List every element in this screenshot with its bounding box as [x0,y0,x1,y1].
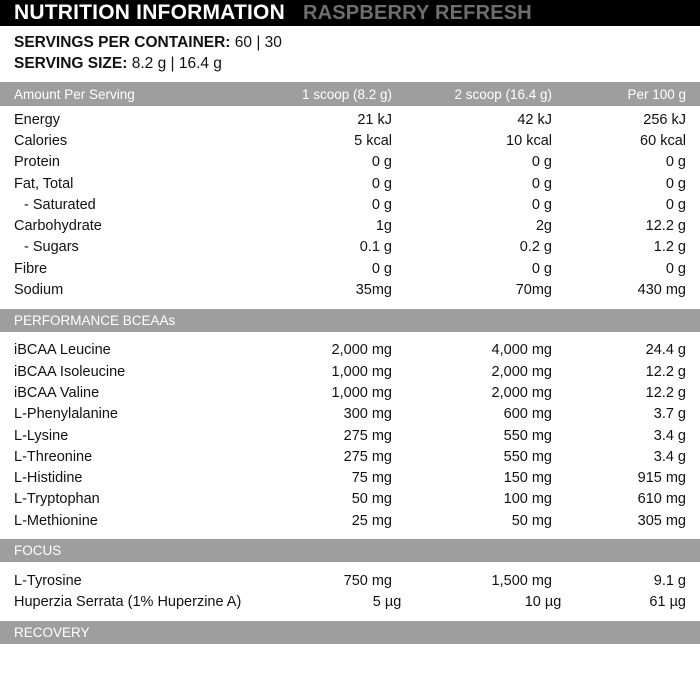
row-label: Protein [14,154,60,171]
row-value-two-scoop: 0 g [531,175,552,192]
row-value-one-scoop: 750 mg [343,572,392,589]
row-value-two-scoop: 550 mg [503,427,552,444]
row-label: Carbohydrate [14,218,102,235]
row-value-two-scoop: 4,000 mg [491,342,552,359]
table-row [0,194,700,215]
row-value-one-scoop: 275 mg [343,448,392,465]
section-header: RECOVERY [0,621,700,644]
section-header: FOCUS [0,539,700,562]
row-label: L-Tyrosine [14,572,82,589]
row-value-per-100g: 60 kcal [640,132,686,149]
row-value-two-scoop: 70mg [515,282,552,299]
row-label: Sodium [14,282,64,299]
row-value-two-scoop: 550 mg [503,448,552,465]
section-spacer [0,301,700,309]
row-value-one-scoop: 5 µg [372,594,402,611]
row-value-per-100g: 3.7 g [653,406,686,423]
section-spacer [0,562,700,570]
row-value-per-100g: 915 mg [637,470,686,487]
serving-size-line [14,53,686,74]
table-row [0,467,700,488]
row-value-per-100g: 12.2 g [645,218,686,235]
table-row [0,570,700,591]
row-value-one-scoop: 0.1 g [359,239,392,256]
row-value-two-scoop: 600 mg [503,406,552,423]
row-value-one-scoop: 50 mg [351,491,392,508]
table-row [0,592,700,613]
row-label: L-Histidine [14,470,83,487]
row-value-one-scoop: 35mg [355,282,392,299]
row-value-per-100g: 1.2 g [653,239,686,256]
row-value-two-scoop: 100 mg [503,491,552,508]
table-row [0,340,700,361]
table-row [0,109,700,130]
servings-per-container-line [14,32,686,53]
row-value-per-100g: 0 g [665,175,686,192]
table-row [0,510,700,531]
row-value-one-scoop: 300 mg [343,406,392,423]
row-value-two-scoop: 50 mg [511,512,552,529]
table-row [0,446,700,467]
row-value-per-100g: 610 mg [637,491,686,508]
table-row [0,130,700,151]
row-value-one-scoop: 2,000 mg [331,342,392,359]
row-value-per-100g: 0 g [665,154,686,171]
servings-block [0,26,700,78]
supplement-sections [0,301,700,644]
table-row [0,279,700,300]
row-value-two-scoop: 10 µg [524,594,562,611]
nutrition-rows [0,106,700,301]
row-value-one-scoop: 25 mg [351,512,392,529]
row-label: L-Threonine [14,448,93,465]
column-header-amount-per-serving: Amount Per Serving [14,86,135,102]
row-value-one-scoop: 1,000 mg [331,384,392,401]
row-label: L-Phenylalanine [14,406,118,423]
row-label: iBCAA Valine [14,384,100,401]
table-row [0,258,700,279]
row-value-two-scoop: 42 kJ [517,111,552,128]
row-label: iBCAA Leucine [14,342,111,359]
section-rows [0,340,700,532]
table-row [0,237,700,258]
row-label: Fat, Total [14,175,74,192]
row-label: Huperzia Serrata (1% Huperzine A) [14,594,242,611]
row-value-two-scoop: 0 g [531,260,552,277]
row-value-one-scoop: 1g [375,218,392,235]
page-title: NUTRITION INFORMATION [14,1,285,24]
table-row [0,404,700,425]
row-value-one-scoop: 1,000 mg [331,363,392,380]
table-column-header [0,82,700,106]
serving-size-value: 8.2 g | 16.4 g [131,55,222,72]
servings-per-container-label: SERVINGS PER CONTAINER: [14,34,231,51]
row-value-per-100g: 61 µg [649,594,686,611]
table-row [0,173,700,194]
row-value-one-scoop: 21 kJ [357,111,392,128]
table-row [0,489,700,510]
servings-per-container-value: 60 | 30 [234,34,282,51]
column-header-two-scoop: 2 scoop (16.4 g) [454,86,552,102]
section-header: PERFORMANCE BCEAAs [0,309,700,332]
table-row [0,382,700,403]
row-value-per-100g: 0 g [665,196,686,213]
row-value-one-scoop: 0 g [371,260,392,277]
flavour-name: RASPBERRY REFRESH [302,2,532,24]
serving-size-label: SERVING SIZE: [14,55,128,72]
section-spacer [0,531,700,539]
row-value-two-scoop: 2g [535,218,552,235]
row-label: - Sugars [24,239,79,256]
row-value-one-scoop: 75 mg [351,470,392,487]
row-value-one-scoop: 0 g [371,175,392,192]
row-value-one-scoop: 275 mg [343,427,392,444]
row-value-per-100g: 430 mg [637,282,686,299]
row-label: L-Lysine [14,427,69,444]
table-row [0,425,700,446]
row-value-per-100g: 12.2 g [645,363,686,380]
row-value-two-scoop: 2,000 mg [491,363,552,380]
row-value-one-scoop: 0 g [371,154,392,171]
table-row [0,215,700,236]
table-row [0,361,700,382]
row-value-per-100g: 12.2 g [645,384,686,401]
row-value-two-scoop: 10 kcal [506,132,552,149]
row-label: Fibre [14,260,48,277]
row-value-per-100g: 305 mg [637,512,686,529]
section-rows [0,570,700,613]
row-value-per-100g: 256 kJ [643,111,686,128]
row-value-two-scoop: 150 mg [503,470,552,487]
row-label: Calories [14,132,68,149]
section-spacer [0,613,700,621]
row-value-one-scoop: 5 kcal [354,132,392,149]
row-value-two-scoop: 1,500 mg [491,572,552,589]
row-label: L-Tryptophan [14,491,100,508]
panel-header [0,0,700,26]
row-value-two-scoop: 2,000 mg [491,384,552,401]
section-spacer [0,332,700,340]
row-label: L-Methionine [14,512,98,529]
row-value-per-100g: 3.4 g [653,448,686,465]
row-value-two-scoop: 0.2 g [519,239,552,256]
row-label: iBCAA Isoleucine [14,363,126,380]
row-label: Energy [14,111,60,128]
row-label: - Saturated [24,196,96,213]
column-header-per-100g: Per 100 g [627,86,686,102]
row-value-per-100g: 9.1 g [653,572,686,589]
row-value-two-scoop: 0 g [531,154,552,171]
column-header-one-scoop: 1 scoop (8.2 g) [301,86,392,102]
row-value-two-scoop: 0 g [531,196,552,213]
row-value-one-scoop: 0 g [371,196,392,213]
row-value-per-100g: 24.4 g [645,342,686,359]
row-value-per-100g: 0 g [665,260,686,277]
row-value-per-100g: 3.4 g [653,427,686,444]
table-row [0,152,700,173]
